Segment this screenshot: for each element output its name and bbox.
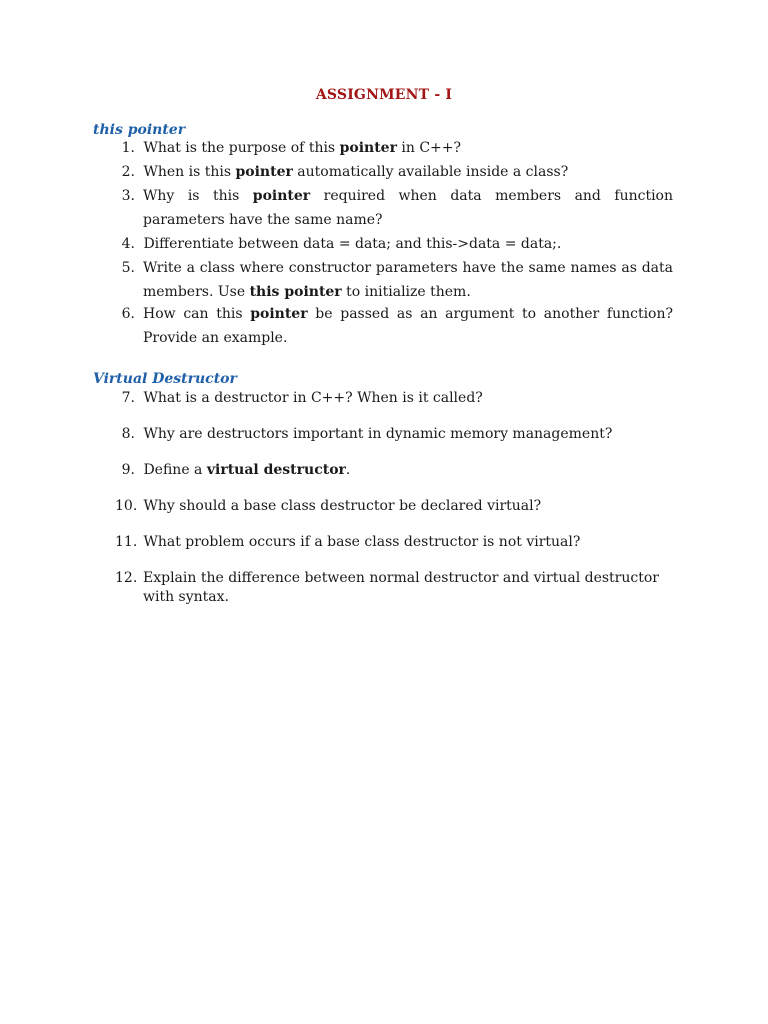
item-number: 10. [115,498,138,514]
item-number: 12. [115,570,138,586]
item-text: Write a class where constructor parameters have the same names as data members. Use this pointer to initialize them. [143,260,673,300]
item-text: What problem occurs if a base class destructor is not virtual? [143,534,581,550]
list-item [115,160,673,184]
item-text: Why are destructors important in dynamic memory management? [143,426,613,442]
item-text: What is the purpose of this pointer in C++? [143,140,462,156]
list-item [115,494,673,518]
item-number: 8. [121,426,135,442]
item-number: 7. [121,390,135,406]
list-item [115,184,673,232]
list-item [115,458,673,482]
item-text: Define a virtual destructor. [143,462,351,478]
item-number: 3. [121,188,135,204]
item-number: 1. [121,140,135,156]
item-text: Explain the difference between normal destructor and virtual destructor with syntax. [143,570,659,605]
item-number: 11. [115,534,138,550]
item-text: Differentiate between data = data; and this->data = data;. [143,236,562,252]
item-text: Why should a base class destructor be declared virtual? [143,498,542,514]
list-item [115,569,673,607]
section-heading-virtual-destructor: Virtual Destructor [93,371,237,387]
list-item [115,136,673,160]
item-text: How can this pointer be passed as an argument to another function? Provide an example. [143,306,674,346]
item-number: 9. [121,462,135,478]
list-item [115,386,673,410]
item-number: 2. [121,164,135,180]
item-number: 6. [121,306,135,322]
section-heading-this-pointer: this pointer [93,122,186,138]
assignment-title: ASSIGNMENT - I [315,87,453,103]
list-item [115,530,673,554]
item-text: Why is this pointer required when data members and function parameters have the same name? [143,188,673,228]
item-number: 4. [121,236,135,252]
item-number: 5. [121,260,135,276]
list-item [115,302,673,350]
list-item [115,256,673,304]
item-text: When is this pointer automatically available inside a class? [143,164,569,180]
item-text: What is a destructor in C++? When is it called? [143,390,483,406]
list-item [115,422,673,446]
list-item [115,232,673,256]
